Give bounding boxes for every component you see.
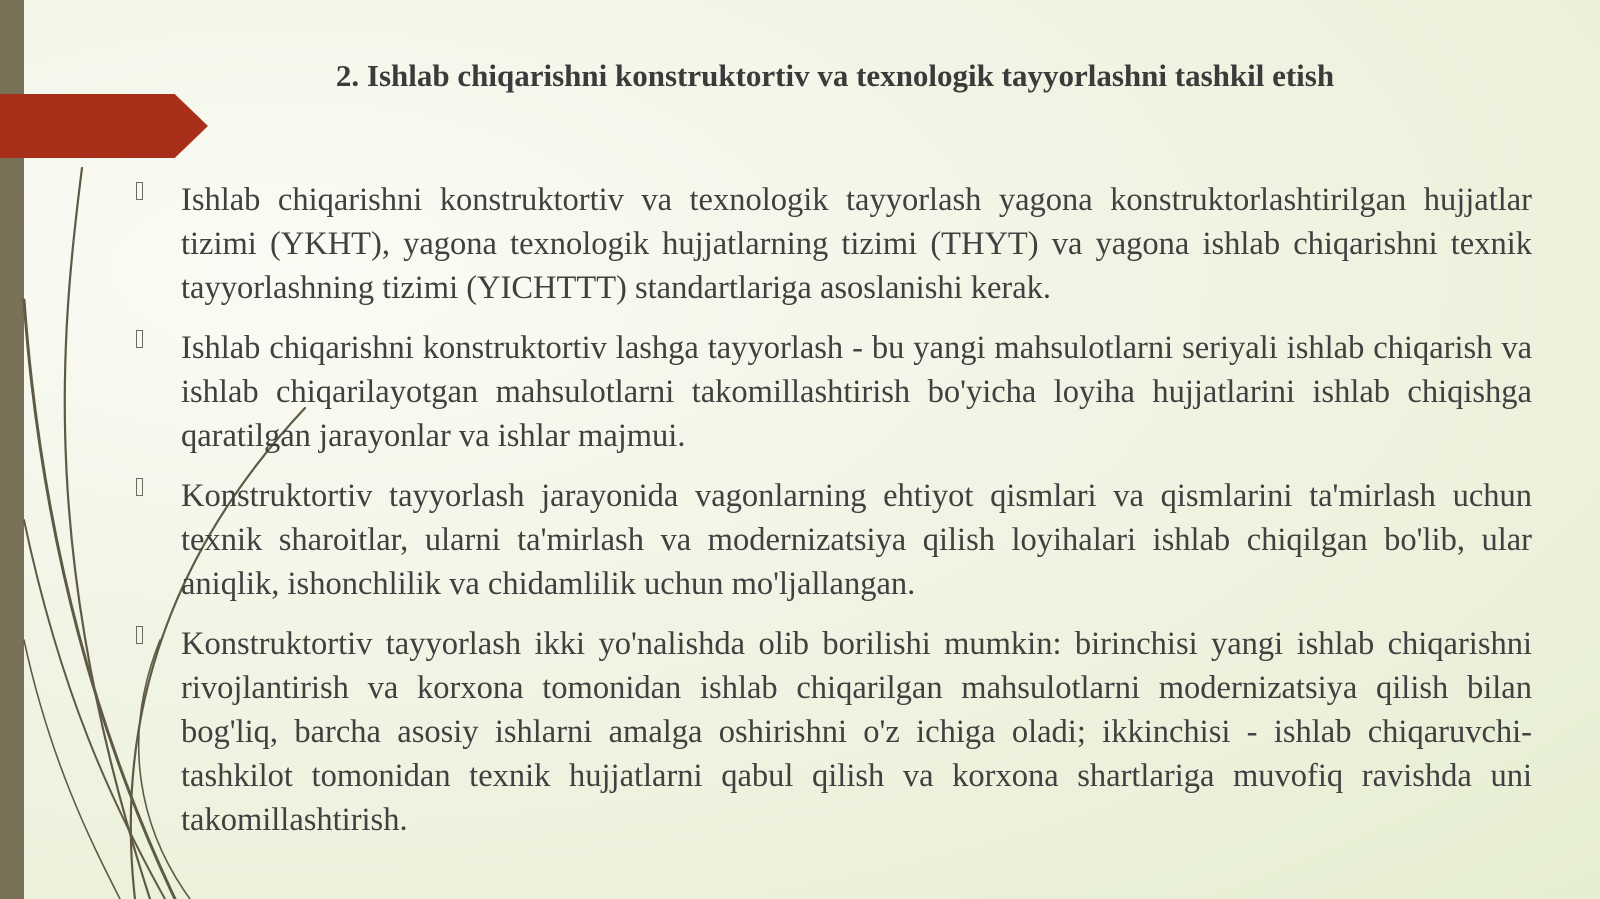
slide-title: 2. Ishlab chiqarishni konstruktortiv va texnologik tayyorlashni tashkil etish [335,58,1335,93]
bullet-item-4 [130,622,1532,842]
bullet-text: Ishlab chiqarishni konstruktortiv va texnologik tayyorlash yagona konstruktorlashtirilgan hujjatlar tizimi (YKHT), yagona texnologik hujjatlarning tizimi (THYT) va yagona ishlab chiqarishni texnik tayyorlashning tizimi (YICHTTT) standartlariga asoslanishi kerak. [181,182,1532,306]
bullet-item-1 [130,178,1532,310]
red-arrow-banner [0,94,208,158]
bullet-marker-icon [136,330,143,348]
deco-curve-6 [24,640,120,899]
bullet-item-2 [130,326,1532,458]
bullet-text: Konstruktortiv tayyorlash jarayonida vagonlarning ehtiyot qismlari va qismlarini ta'mirlash uchun texnik sharoitlar, ularni ta'mirlash va modernizatsiya qilish loyihalari ishlab chiqilgan bo'lib, ular aniqlik, ishonchlilik va chidamlilik uchun mo'ljallangan. [181,478,1532,602]
bullet-marker-icon [136,626,143,644]
bullet-item-3 [130,474,1532,606]
bullet-text: Ishlab chiqarishni konstruktortiv lashga tayyorlash - bu yangi mahsulotlarni seriyali ishlab chiqarish va ishlab chiqarilayotgan mahsulotlarni takomillashtirish bo'yicha loyiha hujjatlarini ishlab chiqishga qaratilgan jarayonlar va ishlar majmui. [181,330,1532,454]
bullet-text: Konstruktortiv tayyorlash ikki yo'nalishda olib borilishi mumkin: birinchisi yangi ishlab chiqarishni rivojlantirish va korxona tomonidan ishlab chiqarilgan mahsulotlarni modernizatsiya qilish bilan bog'liq, barcha asosiy ishlarni amalga oshirishni o'z ichiga oladi; ikkinchisi - ishlab chiqaruvchi-tashkilot tomonidan texnik hujjatlarni qabul qilish va korxona shartlariga muvofiq ravishda uni takomillashtirish. [181,626,1532,838]
bullet-list [130,178,1532,858]
bullet-marker-icon [136,478,143,496]
bullet-marker-icon [136,182,143,200]
